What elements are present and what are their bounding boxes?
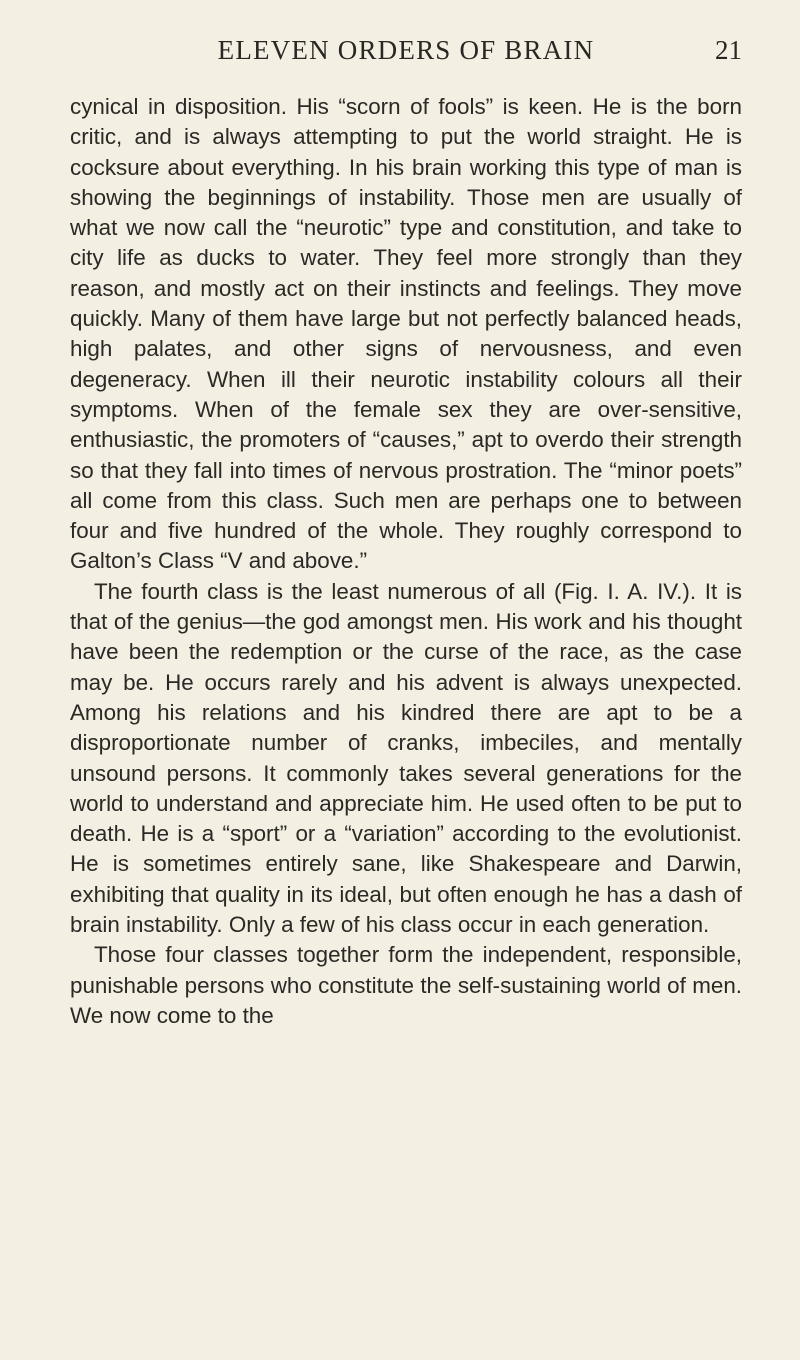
running-title: ELEVEN ORDERS OF BRAIN	[217, 35, 595, 65]
paragraph-fourth-class: The fourth class is the least numerous of all (Fig. I. A. IV.). It is that of the genius—the god amongst men. His work and his thought have been the redemption or the curse of the race, as the case may be. He occurs rarely and his advent is always unexpected. Among his relations and his kindred there are apt to be a disproportionate number of cranks, imbeciles, and mentally unsound persons. It commonly takes several generations for the world to understand and appreciate him. He used often to be put to death. He is a “sport” or a “variation” according to the evolutionist. He is sometimes entirely sane, like Shakespeare and Darwin, exhibiting that quality in its ideal, but often enough he has a dash of brain instability. Only a few of his class occur in each generation.	[70, 578, 742, 938]
paragraph-continued: cynical in disposition. His “scorn of fools” is keen. He is the born critic, and is always attempting to put the world straight. He is cocksure about everything. In his brain working this type of man is showing the beginnings of instability. Those men are usually of what we now call the “neurotic” type and constitution, and take to city life as ducks to water. They feel more strongly than they reason, and mostly act on their instincts and feelings. They move quickly. Many of them have large but not perfectly balanced heads, high palates, and other signs of nervousness, and even degeneracy. When ill their neurotic instability colours all their symptoms. When of the female sex they are over-sensitive, enthusiastic, the promoters of “causes,” apt to overdo their strength so that they fall into times of nervous prostration. The “minor poets” all come from this class. Such men are perhaps one to between four and five hundred of the whole. They roughly correspond to Galton’s Class “V and above.”	[70, 94, 742, 574]
running-head	[70, 30, 742, 70]
page-number: 21	[715, 35, 742, 65]
paragraph-four-classes: Those four classes together form the independent, responsible, punishable persons who constitute the self-sustaining world of men. We now come to the	[70, 942, 742, 1028]
body-text	[70, 92, 742, 1031]
